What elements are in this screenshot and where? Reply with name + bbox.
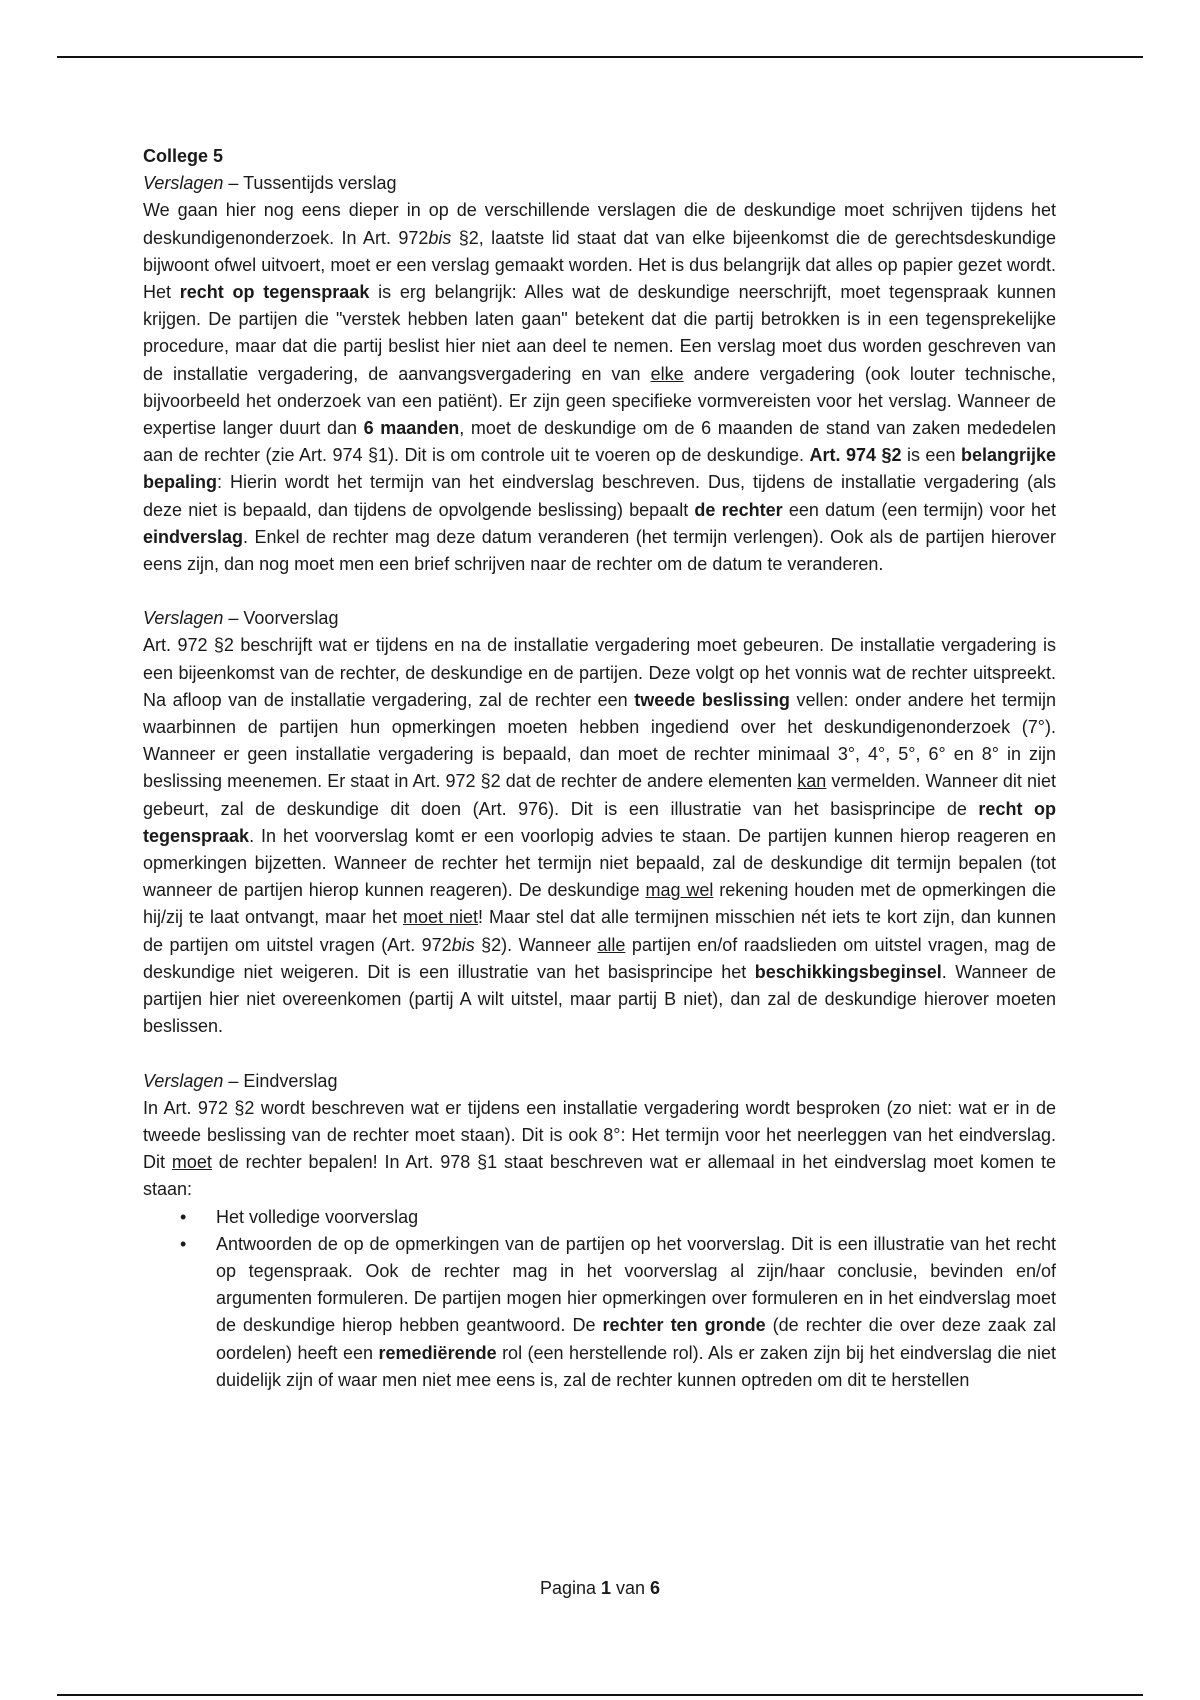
document-title: College 5 (143, 146, 224, 166)
text-run: §2). Wanneer (474, 934, 598, 955)
bold-text: eindverslag (143, 526, 244, 547)
underlined-text: mag wel (645, 880, 714, 901)
text-run: vermelden. Wanneer dit niet gebeurt, zal de deskundige dit doen (Art. 976). Dit is een illustratie van het basisprincipe de (143, 771, 1056, 819)
text-run: . In het voorverslag komt er een voorlopig advies te staan. De partijen kunnen hierop reageren en opmerkingen bijzetten. Wanneer de rechter het termijn niet bepaald, zal de deskundige dit termijn bepalen (tot wanneer de partijen hierop kunnen reageren). De deskundige (143, 825, 1056, 901)
text-run: is erg belangrijk: Alles wat de deskundige neerschrijft, moet tegenspraak kunnen krijgen. De partijen die "verstek hebben laten gaan" betekent dat die partij betrokken is in een tegensprekelijke procedure, maar dat die partij beslist hier niet aan deel te nemen. Een verslag moet dus worden geschreven van de installatie vergadering, de aanvangsvergadering en van (143, 282, 1057, 384)
text-run: een datum (een termijn) voor het (782, 499, 1056, 520)
text-run: vellen: onder andere het termijn waarbinnen de partijen hun opmerkingen moeten hebben ingediend over het deskundigenonderzoek (7°). Wanneer er geen installatie vergadering is bepaald, dan moet de rechter minimaal 3°, 4°, 5°, 6° en 8° in zijn beslissing meenemen. Er staat in Art. 972 §2 dat de rechter de andere elementen (143, 689, 1057, 792)
text-run: : Hierin wordt het termijn van het eindverslag beschreven. Dus, tijdens de installatie vergadering (als deze niet is bepaald, dan tijdens de opvolgende beslissing) bepaalt (143, 472, 1056, 520)
bold-text: de rechter (694, 499, 783, 520)
page-footer (0, 1575, 1200, 1602)
section-heading-eindverslag: Verslagen – Eindverslag (143, 1070, 338, 1091)
document-body (143, 143, 1056, 1394)
text-run: §2, laatste lid staat dat van elke bijeenkomst die de gerechtsdeskundige bijwoont ofwel uitvoert, moet er een verslag gemaakt worden. Het is dus belangrijk dat alles op papier gezet wordt. Het (143, 227, 1056, 303)
bold-text: belangrijke bepaling (143, 445, 1056, 493)
text-run: de rechter bepalen! In Art. 978 §1 staat beschreven wat er allemaal in het eindverslag moet komen te staan: (143, 1152, 1056, 1200)
underlined-text: elke (650, 363, 684, 384)
text-run: partijen en/of raadslieden om uitstel vragen, mag de deskundige niet weigeren. Dit is een illustratie van het basisprincipe het (143, 934, 1057, 982)
text-run: . Wanneer de partijen hier niet overeenkomen (partij A wilt uitstel, maar partij B niet), dan zal de deskundige hierover moeten beslissen. (143, 961, 1056, 1037)
text-run: In Art. 972 §2 wordt beschreven wat er tijdens een installatie vergadering wordt besproken (zo niet: wat er in de tweede beslissing van de rechter moet staan). Dit is ook 8°: Het termijn voor het neerleggen van het eindverslag. Dit (143, 1097, 1056, 1173)
section-paragraph-voorverslag (143, 632, 1056, 1040)
text-run: . Enkel de rechter mag deze datum veranderen (het termijn verlengen). Ook als de partijen hierover eens zijn, dan nog moet men een brief schrijven naar de rechter om de datum te veranderen. (143, 526, 1056, 575)
footer-page-total: 6 (650, 1578, 661, 1598)
text-run: ! Maar stel dat alle termijnen misschien nét iets te kort zijn, dan kunnen de partijen om uitstel vragen (Art. 972 (143, 907, 1056, 955)
bold-text: recht op tegenspraak (179, 282, 370, 303)
text-run: andere vergadering (ook louter technische, bijvoorbeeld het onderzoek van een patiënt). Er zijn geen specifieke vormvereisten voor het verslag. Wanneer de expertise langer duurt dan (143, 363, 1056, 439)
bold-text: remediërende (378, 1342, 497, 1363)
footer-middle: van (611, 1578, 651, 1598)
text-run: (de rechter die over deze zaak zal oordelen) heeft een (216, 1315, 1056, 1363)
footer-prefix: Pagina (539, 1578, 601, 1598)
underlined-text: moet (171, 1152, 212, 1173)
text-run: is een (901, 445, 961, 466)
footer-rule (57, 1694, 1143, 1696)
text-run: rekening houden met de opmerkingen die hij/zij te laat ontvangt, maar het (143, 880, 1056, 928)
text-run: Antwoorden de op de opmerkingen van de partijen op het voorverslag. Dit is een illustratie van het recht op tegenspraak. Ook de rechter mag in het voorverslag al zijn/haar conclusie, bevinden en/of argumenten formuleren. De partijen mogen hier opmerkingen over formuleren en in het eindverslag moet de deskundige hierop hebben geantwoord. De (216, 1233, 1056, 1336)
underlined-text: kan (797, 771, 827, 792)
text-run: , moet de deskundige om de 6 maanden de stand van zaken mededelen aan de rechter (zie Art. 974 §1). Dit is om controle uit te voeren op de deskundige. (143, 418, 1056, 466)
section-paragraph-tussentijds (143, 197, 1056, 578)
footer-page-number: 1 (601, 1578, 612, 1598)
italic-text: bis (428, 227, 452, 248)
bold-text: tweede beslissing (634, 689, 790, 710)
bold-text: recht op tegenspraak (143, 798, 1056, 846)
section-paragraph-eindverslag (143, 1095, 1056, 1204)
text-run: rol (een herstellende rol). Als er zaken zijn bij het eindverslag die niet duidelijk zijn of waar men niet mee eens is, zal de rechter kunnen optreden om dit te herstellen (216, 1342, 1056, 1390)
eindverslag-bullet-list (143, 1204, 1056, 1394)
header-rule (57, 56, 1143, 58)
bold-text: 6 maanden (363, 418, 460, 439)
underlined-text: alle (597, 934, 626, 955)
underlined-text: moet niet (403, 907, 479, 928)
section-heading-voorverslag: Verslagen – Voorverslag (143, 608, 339, 629)
bold-text: Art. 974 §2 (809, 445, 902, 466)
text-run: Het volledige voorverslag (216, 1206, 419, 1227)
italic-text: bis (451, 934, 475, 955)
text-run: We gaan hier nog eens dieper in op de verschillende verslagen die de deskundige moet schrijven tijdens het deskundigenonderzoek. In Art. 972 (143, 200, 1056, 248)
bold-text: beschikkingsbeginsel (754, 961, 942, 982)
list-item (143, 1204, 1056, 1231)
section-heading-tussentijds: Verslagen – Tussentijds verslag (143, 173, 397, 194)
list-item (143, 1231, 1056, 1394)
text-run: Art. 972 §2 beschrijft wat er tijdens en na de installatie vergadering moet gebeuren. De installatie vergadering is een bijeenkomst van de rechter, de deskundige en de partijen. Deze volgt op het vonnis wat de rechter uitspreekt. Na afloop van de installatie vergadering, zal de rechter een (143, 635, 1056, 710)
bold-text: rechter ten gronde (602, 1315, 766, 1336)
